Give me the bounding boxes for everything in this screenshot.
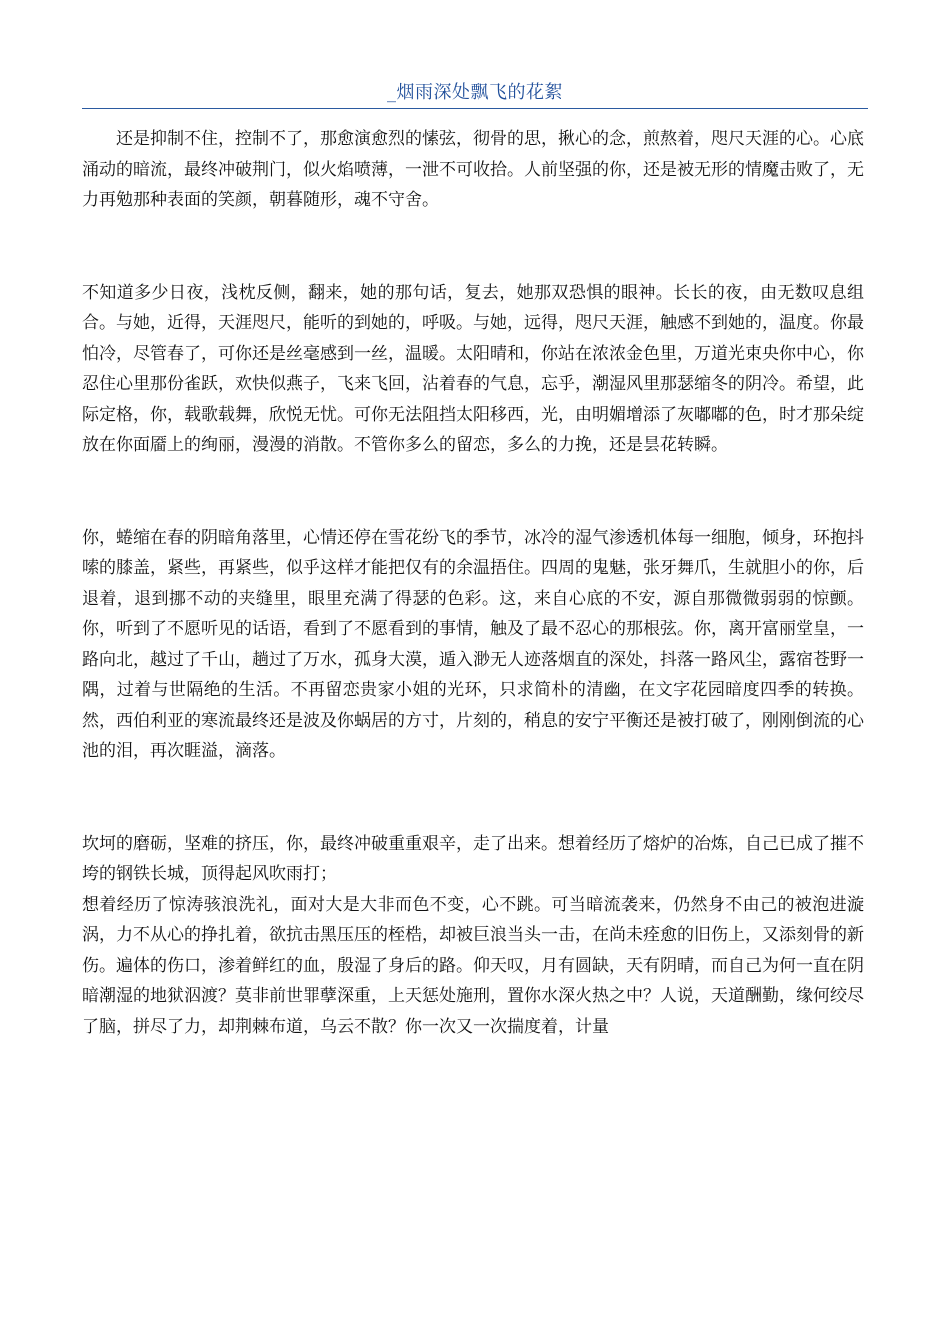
document-body <box>82 124 864 1042</box>
paragraph: 还是抑制不住，控制不了，那愈演愈烈的愫弦，彻骨的思，揪心的念，煎熬着，咫尺天涯的心。心底涌动的暗流，最终冲破荆门，似火焰喷薄，一泄不可收拾。人前坚强的你，还是被无形的情魔击败了，无力再勉那种表面的笑颜，朝暮随形，魂不守舍。 <box>82 129 864 210</box>
paragraph-spacer <box>82 247 864 278</box>
paragraph-spacer <box>82 767 864 798</box>
paragraph: 坎坷的磨砺，坚难的挤压，你，最终冲破重重艰辛，走了出来。想着经历了熔炉的冶炼，自己已成了摧不垮的钢铁长城，顶得起风吹雨打； <box>82 833 864 884</box>
paragraph: 不知道多少日夜，浅枕反侧，翻来，她的那句话，复去，她那双恐惧的眼神。长长的夜，由无数叹息组合。与她，近得，天涯咫尺，能听的到她的，呼吸。与她，远得，咫尺天涯，触感不到她的，温度。你最怕冷，尽管春了，可你还是丝毫感到一丝，温暖。太阳晴和，你站在浓浓金色里，万道光束央你中心，你忍住心里那份雀跃，欢快似燕子，飞来飞回，沾着春的气息，忘乎，潮湿风里那瑟缩冬的阴冷。希望，此际定格，你，载歌载舞，欣悦无忧。可你无法阻挡太阳移西，光，由明媚增添了灰嘟嘟的色，时才那朵绽放在你面靥上的绚丽，漫漫的消散。不管你多么的留恋，多么的力挽，还是昙花转瞬。 <box>82 282 864 455</box>
page-header <box>82 80 868 109</box>
paragraph-spacer <box>82 798 864 829</box>
paragraph-spacer <box>82 216 864 247</box>
paragraph-spacer <box>82 492 864 523</box>
paragraph: 你，蜷缩在春的阴暗角落里，心情还停在雪花纷飞的季节，冰冷的湿气渗透机体每一细胞，倾身，环抱抖嗦的膝盖，紧些，再紧些，似乎这样才能把仅有的余温捂住。四周的鬼魅，张牙舞爪，生就胆小的你，后退着，退到挪不动的夹缝里，眼里充满了得瑟的色彩。这，来自心底的不安，源自那微微弱弱的惊颤。你，听到了不愿听见的话语，看到了不愿看到的事情，触及了最不忍心的那根弦。你，离开富丽堂皇，一路向北，越过了千山，趟过了万水，孤身大漠，遁入渺无人迹落烟直的深处，抖落一路风尘，露宿苍野一隅，过着与世隔绝的生活。不再留恋贵家小姐的光环，只求简朴的清幽，在文字花园暗度四季的转换。然，西伯利亚的寒流最终还是波及你蜗居的方寸，片刻的，稍息的安宁平衡还是被打破了，刚刚倒流的心池的泪，再次睚溢，滴落。 <box>82 527 864 761</box>
paragraph-spacer <box>82 461 864 492</box>
document-title: _烟雨深处飘飞的花絮 <box>387 82 563 103</box>
paragraph: 想着经历了惊涛骇浪洗礼，面对大是大非而色不变，心不跳。可当暗流袭来，仍然身不由己的被泡进漩涡，力不从心的挣扎着，欲抗击黑压压的桎梏，却被巨浪当头一击，在尚未痊愈的旧伤上，又添刻骨的新伤。遍体的伤口，渗着鲜红的血，殷湿了身后的路。仰天叹，月有圆缺，天有阴晴，而自己为何一直在阴暗潮湿的地狱泅渡？莫非前世罪孽深重，上天惩处施刑，置你水深火热之中？人说，天道酬勤，缘何绞尽了脑，拼尽了力，却荆棘布道，乌云不散？你一次又一次揣度着，计量 <box>82 894 864 1037</box>
